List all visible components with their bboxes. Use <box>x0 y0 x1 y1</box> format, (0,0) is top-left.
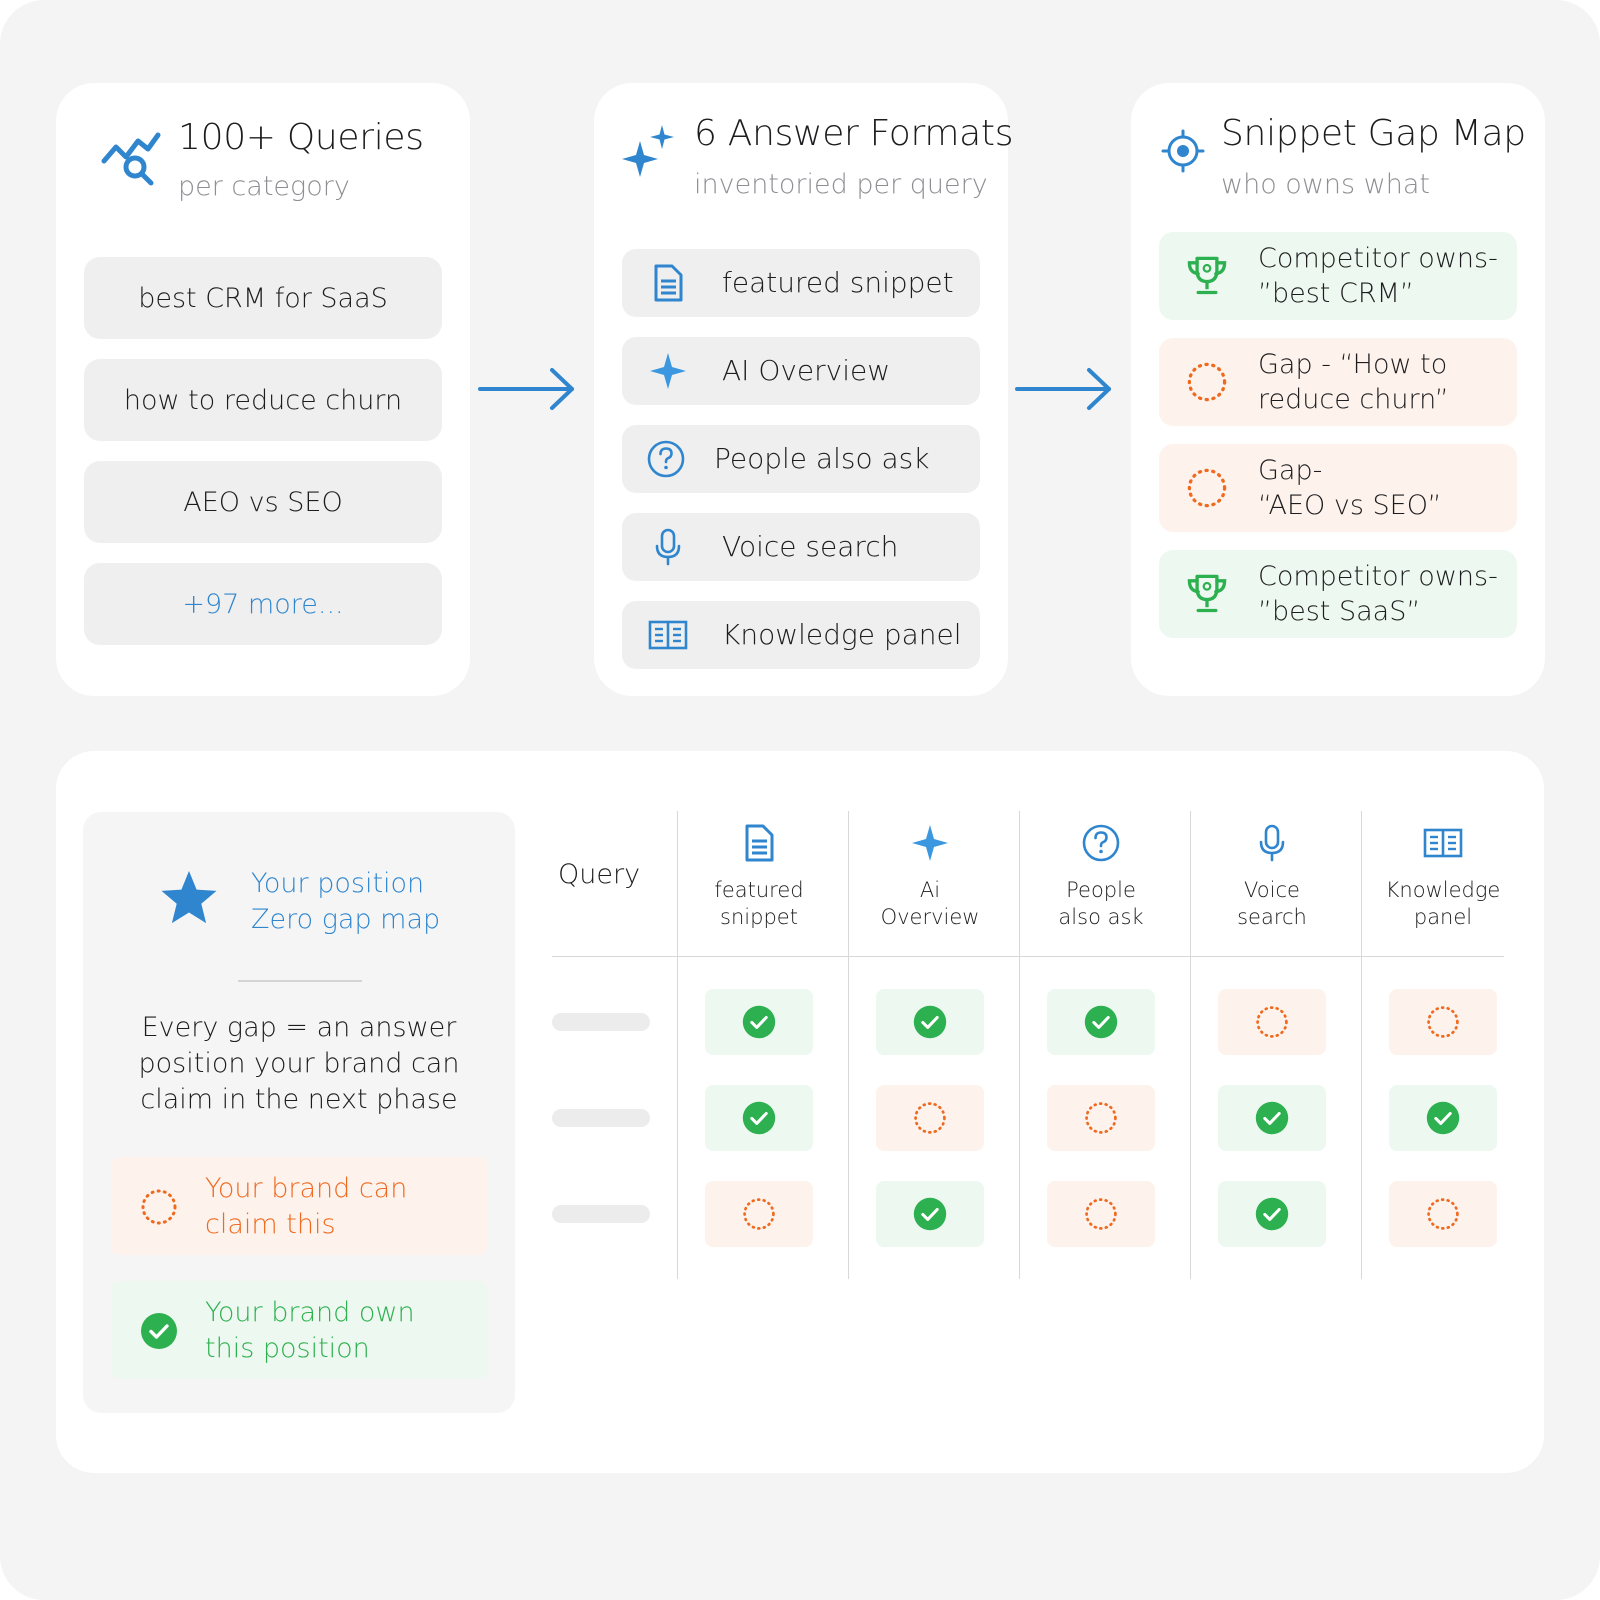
document-icon <box>739 823 779 863</box>
format-item-featured-snippet <box>622 249 980 317</box>
header-divider <box>552 956 1504 957</box>
sparkle-icon <box>648 351 688 391</box>
matrix-cell-gap <box>1047 1181 1155 1247</box>
column-header-label: Voice search <box>1237 878 1307 929</box>
column-header-label: People also ask <box>1058 878 1144 929</box>
matrix-cell-gap <box>1047 1085 1155 1151</box>
gap-item-competitor-owned <box>1159 232 1517 320</box>
query-column-header: Query <box>558 859 641 890</box>
gap-item-text: Competitor owns- ”best CRM” <box>1258 243 1498 309</box>
dotted-circle-icon <box>1254 1004 1290 1040</box>
format-item-knowledge-panel <box>622 601 980 669</box>
matrix-cell-gap <box>876 1085 984 1151</box>
matrix-cell-gap <box>1389 989 1497 1055</box>
gap-map-subtitle: who owns what <box>1221 169 1430 200</box>
dotted-circle-icon <box>139 1187 179 1227</box>
more-queries-link[interactable]: +97 more... <box>84 563 442 645</box>
format-label: Voice search <box>722 530 899 563</box>
gap-item-open <box>1159 338 1517 426</box>
formats-card <box>594 83 1014 696</box>
matrix-cell-gap <box>705 1181 813 1247</box>
gap-item-text: Competitor owns- ”best SaaS” <box>1258 561 1498 627</box>
column-header-label: Ai Overview <box>880 878 980 929</box>
dotted-circle-icon <box>1185 360 1229 404</box>
check-circle-icon <box>912 1004 948 1040</box>
query-placeholder <box>552 1013 650 1031</box>
divider <box>238 980 362 982</box>
matrix-cell-gap <box>1218 989 1326 1055</box>
sparkles-icon <box>618 123 680 185</box>
matrix-cell-owned <box>1047 989 1155 1055</box>
check-circle-icon <box>1254 1196 1290 1232</box>
dotted-circle-icon <box>1425 1196 1461 1232</box>
legend-title-text: Your position Zero gap map <box>251 868 441 935</box>
legend-title <box>251 866 491 938</box>
queries-subtitle: per category <box>178 171 350 202</box>
position-map-panel <box>56 751 1544 1473</box>
formats-subtitle: inventoried per query <box>694 169 988 200</box>
format-label: featured snippet <box>722 266 954 299</box>
formats-title: 6 Answer Formats <box>694 113 1014 154</box>
target-icon <box>1161 129 1205 173</box>
knowledge-panel-icon <box>648 615 688 655</box>
gap-map-title: Snippet Gap Map <box>1221 113 1526 154</box>
gap-map-card <box>1131 83 1545 696</box>
legend-owned-label: Your brand own this position <box>205 1297 415 1364</box>
query-item: how to reduce churn <box>84 359 442 441</box>
matrix-cell-owned <box>876 989 984 1055</box>
query-placeholder <box>552 1205 650 1223</box>
dotted-circle-icon <box>912 1100 948 1136</box>
matrix-cell-owned <box>1218 1181 1326 1247</box>
query-item: best CRM for SaaS <box>84 257 442 339</box>
gap-item-text: Gap- “AEO vs SEO” <box>1258 455 1442 521</box>
matrix-cell-owned <box>876 1181 984 1247</box>
knowledge-panel-icon <box>1423 823 1463 863</box>
format-label: AI Overview <box>722 354 891 387</box>
arrow-right-icon <box>1015 366 1115 412</box>
check-circle-icon <box>1083 1004 1119 1040</box>
dotted-circle-icon <box>1425 1004 1461 1040</box>
check-circle-icon <box>1425 1100 1461 1136</box>
gap-item-competitor-owned <box>1159 550 1517 638</box>
dotted-circle-icon <box>1083 1196 1119 1232</box>
queries-card <box>56 83 470 696</box>
trophy-icon <box>1185 254 1229 298</box>
star-icon <box>159 868 219 928</box>
question-circle-icon <box>646 439 686 479</box>
arrow-right-icon <box>478 366 578 412</box>
microphone-icon <box>1252 823 1292 863</box>
query-placeholder <box>552 1109 650 1127</box>
format-item-ai-overview <box>622 337 980 405</box>
check-circle-icon <box>741 1004 777 1040</box>
matrix-cell-owned <box>705 989 813 1055</box>
dotted-circle-icon <box>1083 1100 1119 1136</box>
legend-panel <box>83 812 515 1413</box>
gap-item-open <box>1159 444 1517 532</box>
dotted-circle-icon <box>741 1196 777 1232</box>
check-circle-icon <box>912 1196 948 1232</box>
format-item-voice-search <box>622 513 980 581</box>
legend-description: Every gap = an answer position your brand can claim in the next phase <box>138 1012 460 1115</box>
dotted-circle-icon <box>1185 466 1229 510</box>
check-circle-icon <box>139 1311 179 1351</box>
column-header-label: Knowledge panel <box>1385 878 1501 929</box>
microphone-icon <box>648 527 688 567</box>
format-item-people-also-ask <box>622 425 980 493</box>
document-icon <box>648 263 688 303</box>
matrix-cell-owned <box>1218 1085 1326 1151</box>
legend-item-claimable <box>111 1157 487 1255</box>
column-header-label: featured snippet <box>714 878 804 929</box>
matrix-cell-owned <box>1389 1085 1497 1151</box>
format-label: People also ask <box>714 442 930 475</box>
gap-item-text: Gap - “How to reduce churn” <box>1258 349 1449 415</box>
check-circle-icon <box>1254 1100 1290 1136</box>
legend-item-owned <box>111 1281 487 1379</box>
matrix-cell-gap <box>1389 1181 1497 1247</box>
trophy-icon <box>1185 572 1229 616</box>
query-item: AEO vs SEO <box>84 461 442 543</box>
sparkle-icon <box>910 823 950 863</box>
legend-claimable-label: Your brand can claim this <box>205 1173 408 1240</box>
format-label: Knowledge panel <box>722 618 962 651</box>
matrix-cell-owned <box>705 1085 813 1151</box>
check-circle-icon <box>741 1100 777 1136</box>
chart-search-icon <box>100 127 162 189</box>
queries-title: 100+ Queries <box>178 117 424 158</box>
question-circle-icon <box>1081 823 1121 863</box>
